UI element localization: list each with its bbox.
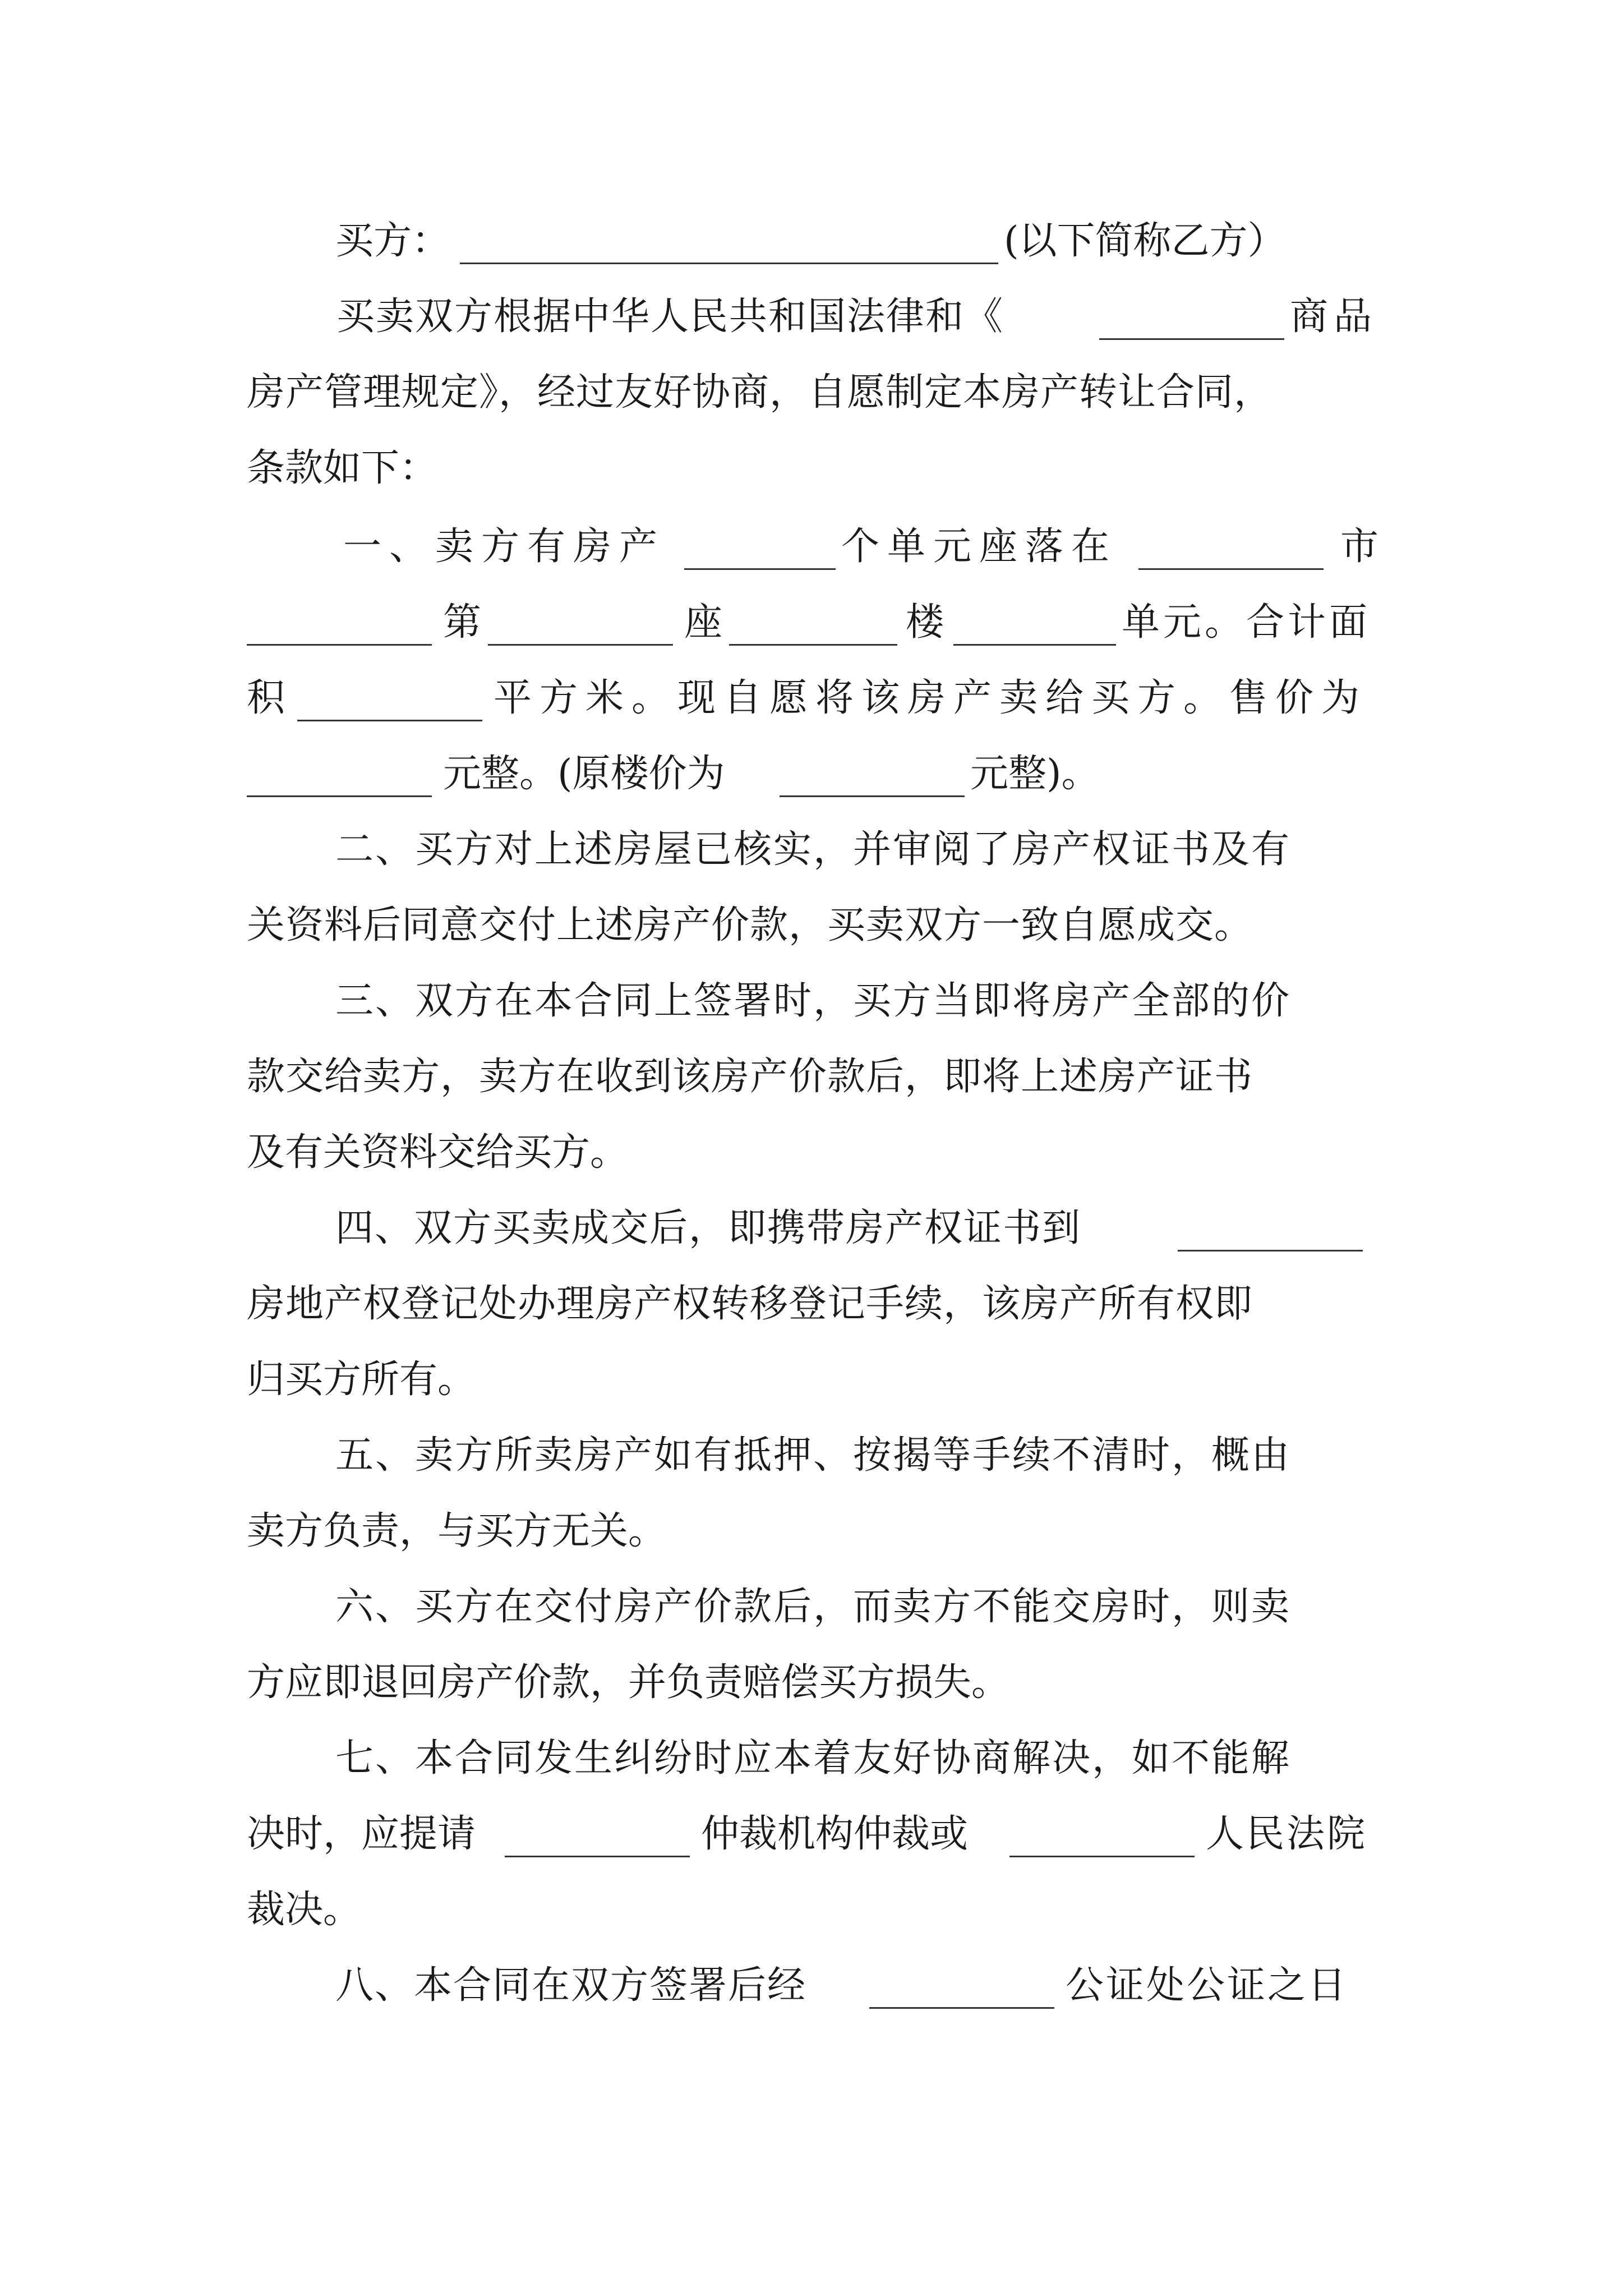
clause1-e: 座 [684,600,723,645]
clause2-line-2 [0,898,1623,954]
clause1-area-blank[interactable] [297,720,482,721]
clause7-text-2c: 人民法院 [1206,1812,1368,1856]
clause1-line-3 [0,670,1623,726]
preamble-text-2: 房产管理规定》，经过友好协商，自愿制定本房产转让合同， [247,370,1273,415]
clause1-k: 元整)。 [970,752,1100,796]
clause7-text-2b: 仲裁机构仲裁或 [701,1812,969,1856]
clause1-g: 单元。合计面 [1122,600,1371,645]
clause8-text-b: 公证处公证之日 [1066,1963,1349,2008]
clause1-b: 个单元座落在 [841,524,1118,569]
clause4-registry-blank[interactable] [1178,1250,1363,1251]
clause4-line-3 [0,1352,1623,1408]
buyer-label: 买方： [335,219,450,263]
clause3-line-1 [0,973,1623,1029]
clause5-line-2 [0,1503,1623,1559]
clause7-line-1 [0,1731,1623,1787]
clause1-units-blank[interactable] [684,568,836,570]
buyer-suffix: (以下简称乙方） [1004,219,1286,263]
clause4-text-1: 四、双方买卖成交后，即携带房产权证书到 [335,1206,1082,1250]
clause1-unit-blank[interactable] [953,644,1116,646]
clause7-text-3: 裁决。 [247,1888,362,1932]
clause1-j: 元整。(原楼价为 [443,752,725,796]
preamble-text-1: 买卖双方根据中华人民共和国法律和《 [336,295,1004,339]
clause8-text-a: 八、本合同在双方签署后经 [335,1963,807,2008]
clause1-line-2 [0,595,1623,651]
clause1-price-blank[interactable] [247,795,432,797]
clause1-line-1 [0,519,1623,575]
clause6-line-2 [0,1655,1623,1711]
clause1-line-4 [0,746,1623,802]
clause3-text-1: 三、双方在本合同上签署时，买方当即将房产全部的价 [335,979,1292,1023]
clause1-floor-blank[interactable] [729,644,897,646]
clause3-line-2 [0,1049,1623,1105]
clause1-h: 积 [247,676,285,720]
clause8-line-1 [0,1958,1623,2014]
clause2-line-1 [0,822,1623,878]
clause7-line-2 [0,1806,1623,1862]
clause4-line-2 [0,1276,1623,1332]
clause4-line-1 [0,1200,1623,1257]
preamble-text-1-end: 商品 [1290,295,1378,339]
preamble-line-3 [0,440,1623,496]
clause3-line-3 [0,1125,1623,1181]
clause1-original-price-blank[interactable] [780,795,965,797]
clause5-text-2: 卖方负责，与买方无关。 [247,1509,667,1553]
clause7-arbitration-blank[interactable] [505,1856,690,1857]
clause1-a: 一、卖方有房产 [343,524,666,569]
clause7-text-1: 七、本合同发生纠纷时应本着友好协商解决，如不能解 [335,1736,1292,1780]
clause2-text-2: 关资料后同意交付上述房产价款，买卖双方一致自愿成交。 [247,903,1253,947]
preamble-region-blank[interactable] [1099,338,1284,340]
clause5-line-1 [0,1428,1623,1484]
clause1-f: 楼 [906,600,944,645]
clause1-i: 平方米。现自愿将该房产卖给买方。售价为 [494,676,1368,720]
clause7-text-2a: 决时，应提请 [247,1812,476,1856]
clause3-text-2: 款交给卖方，卖方在收到该房产价款后，即将上述房产证书 [247,1055,1253,1099]
clause1-building-blank[interactable] [488,644,673,646]
clause4-text-2: 房地产权登记处办理房产权转移登记手续，该房产所有权即 [247,1282,1253,1326]
clause1-d: 第 [443,600,482,645]
clause5-text-1: 五、卖方所卖房产如有抵押、按揭等手续不清时，概由 [335,1433,1292,1478]
clause7-court-blank[interactable] [1009,1856,1195,1857]
preamble-text-3: 条款如下： [247,446,438,490]
clause6-line-1 [0,1579,1623,1635]
preamble-line-2 [0,365,1623,421]
clause6-text-2: 方应即退回房产价款，并负责赔偿买方损失。 [247,1660,1010,1705]
clause7-line-3 [0,1882,1623,1938]
clause8-notary-blank[interactable] [869,2007,1054,2009]
clause1-city-blank[interactable] [1138,568,1324,570]
clause4-text-3: 归买方所有。 [247,1358,476,1402]
clause6-text-1: 六、买方在交付房产价款后，而卖方不能交房时，则卖 [335,1585,1292,1629]
clause3-text-3: 及有关资料交给买方。 [247,1130,629,1175]
clause1-c: 市 [1340,524,1379,569]
clause1-district-blank[interactable] [247,644,432,646]
buyer-name-blank[interactable] [460,263,998,264]
clause2-text-1: 二、买方对上述房屋已核实，并审阅了房产权证书及有 [335,827,1292,872]
